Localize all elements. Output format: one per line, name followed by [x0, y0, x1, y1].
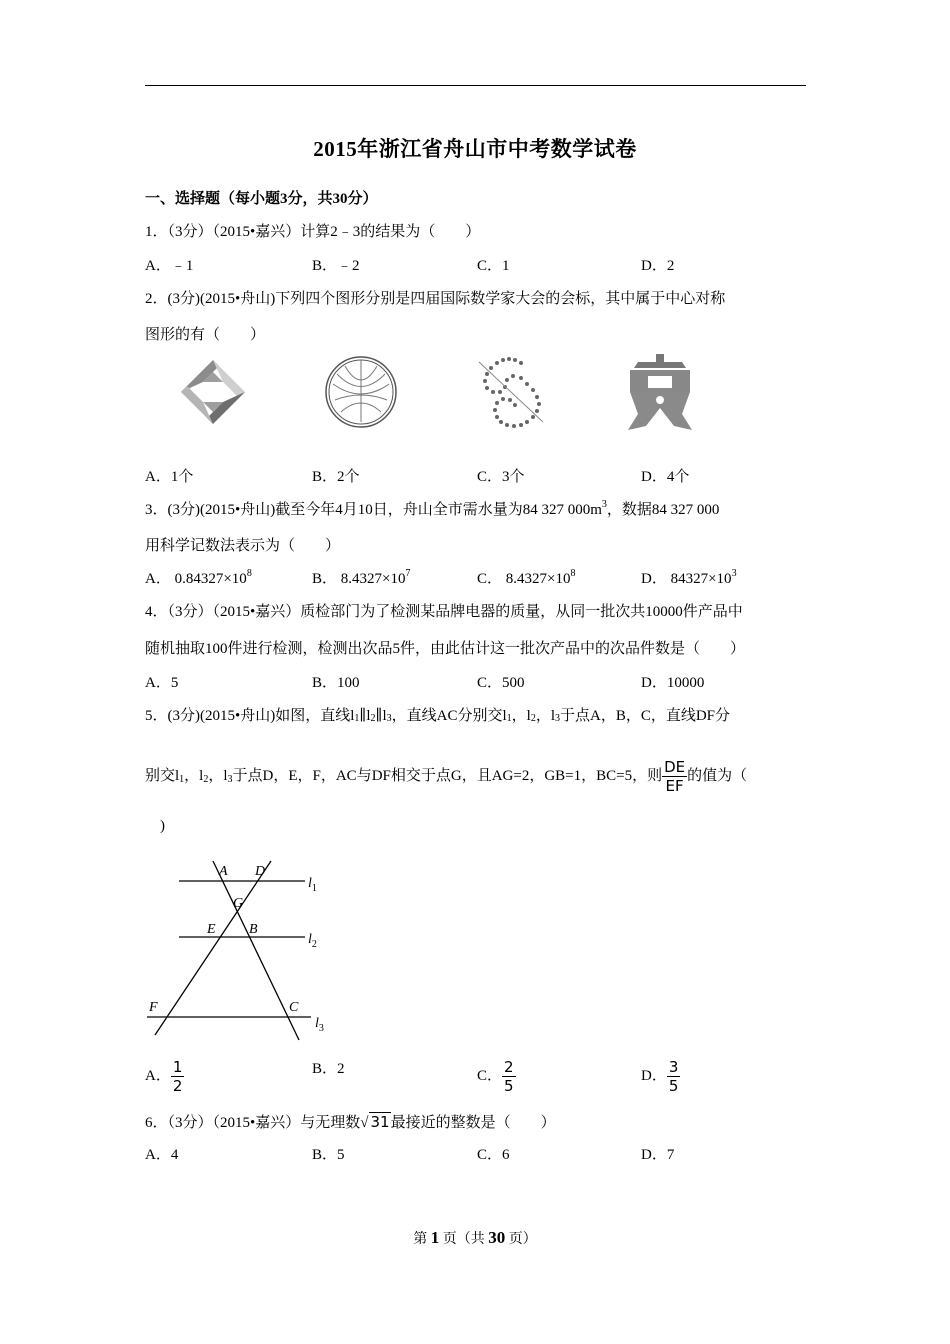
question-1-options	[145, 256, 815, 278]
option-a: A．4	[145, 1147, 179, 1163]
question-6-stem: 6．（3分）（2015•嘉兴）与无理数√ 31最接近的整数是（ ）	[145, 1113, 556, 1131]
option-a: A．1个	[145, 469, 194, 485]
option-c: C．6	[477, 1147, 510, 1163]
logo-figure-4	[622, 352, 698, 432]
option-c: C．500	[477, 675, 525, 691]
option-a: A． $0.84327\times 10^8$	[145, 568, 252, 587]
line-ac	[213, 861, 299, 1040]
question-2-line-2: 图形的有（ ）	[145, 327, 266, 343]
point-a-label: A	[219, 864, 228, 879]
option-a: A．5	[145, 675, 179, 691]
option-b: B．2	[312, 1061, 345, 1077]
fraction-de-ef: $\frac{DE}{EF}$	[664, 758, 686, 796]
point-c-label: C	[289, 1000, 299, 1015]
option-b: B．﹣2	[312, 258, 360, 274]
option-b: B．100	[312, 675, 360, 691]
question-4-options	[145, 673, 815, 695]
logo-figure-3	[473, 352, 553, 432]
option-b: B． $8.4327\times 10^7$	[312, 568, 411, 587]
line-l3-label: $l_3$	[315, 1016, 324, 1034]
point-g-label: G	[233, 896, 244, 911]
option-c: C．3个	[477, 469, 525, 485]
question-3-options	[145, 569, 815, 591]
question-5-options	[145, 1058, 815, 1102]
header-rule	[145, 85, 806, 86]
question-2-line-1: 2．(3分)(2015•舟山)下列四个图形分别是四届国际数学家大会的会标，其中属于中心对称	[145, 291, 726, 307]
option-b: B．2个	[312, 469, 360, 485]
option-d: D．7	[641, 1147, 675, 1163]
option-d: D．2	[641, 258, 675, 274]
line-df	[155, 861, 271, 1035]
line-l2-label: $l_2$	[308, 932, 317, 950]
option-c: C． $\frac{2}{5}$	[477, 1058, 514, 1095]
option-d: D．10000	[641, 675, 705, 691]
question-5-line-1: 5．(3分)(2015•舟山)如图，直线$l_1\parallel l_2\parallel l_3$，直线AC分别交$l_1$，$l_2$，$l_3$于点A，B，C，直线DF分	[145, 708, 731, 724]
point-b-label: B	[249, 922, 258, 937]
option-b: B．5	[312, 1147, 345, 1163]
page-footer: 第 1 页（共 30 页）	[413, 1228, 537, 1247]
question-6-options	[145, 1145, 815, 1167]
point-d-label: D	[255, 864, 266, 879]
question-1-stem: 1．（3分）（2015•嘉兴）计算2﹣3的结果为（ ）	[145, 224, 481, 240]
sqrt-31: √ 31	[360, 1113, 390, 1131]
logo-figure-2	[323, 354, 403, 434]
question-3-line-2: 用科学记数法表示为（ ）	[145, 538, 341, 554]
option-d: D． $\frac{3}{5}$	[641, 1058, 679, 1095]
parallel-lines-figure	[143, 855, 343, 1045]
option-d: D． $84327\times 10^3$	[641, 568, 737, 587]
question-5-line-2: 别交$l_1$，$l_2$，$l_3$于点D，E，F，AC与DF相交于点G，且AG=2，GB=1，BC=5，则 $\frac{DE}{EF}$ 的值为（	[145, 758, 748, 796]
option-a: A．﹣1	[145, 258, 194, 274]
page-title: 2015年浙江省舟山市中考数学试卷	[313, 137, 637, 161]
point-f-label: F	[149, 1000, 158, 1015]
option-c: C． $8.4327\times 10^8$	[477, 568, 576, 587]
section-heading: 一、选择题（每小题3分，共30分）	[145, 191, 378, 207]
option-a: A． $\frac{1}{2}$	[145, 1058, 183, 1095]
question-3-line-1: 3．(3分)(2015•舟山)截至今年4月10日，舟山全市需水量为84 327 $000m^3$，数据84 327 000	[145, 499, 720, 518]
question-2-options	[145, 467, 815, 489]
option-c: C．1	[477, 258, 510, 274]
logo-figure-1	[175, 352, 255, 432]
question-4-line-2: 随机抽取100件进行检测，检测出次品5件，由此估计这一批次产品中的次品件数是（ ）	[145, 641, 746, 657]
question-4-line-1: 4．（3分）（2015•嘉兴）质检部门为了检测某品牌电器的质量，从同一批次共10000件产品中	[145, 604, 743, 620]
line-l1-label: $l_1$	[308, 876, 317, 894]
question-5-line-3: )	[160, 818, 165, 834]
option-d: D．4个	[641, 469, 690, 485]
point-e-label: E	[207, 922, 216, 937]
